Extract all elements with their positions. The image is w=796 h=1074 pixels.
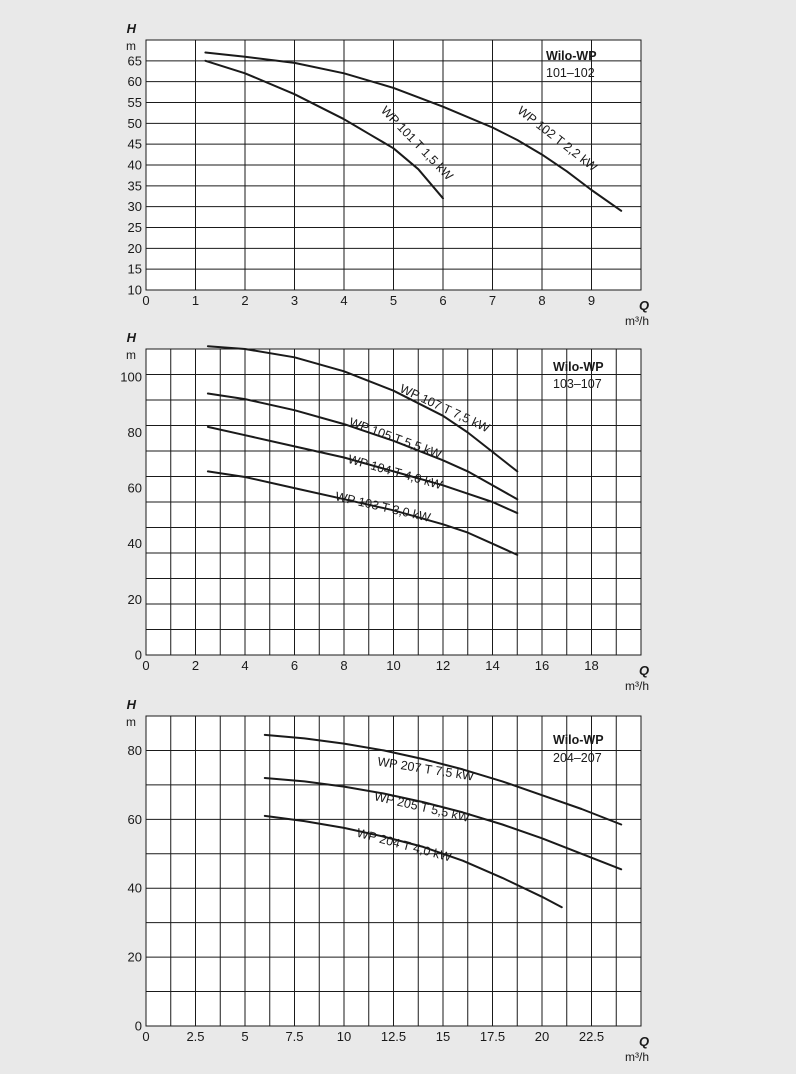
y-tick-label: 25 [127,220,142,235]
x-axis-unit: m³/h [625,314,649,328]
y-tick-label: 80 [127,424,142,440]
y-axis-label: H [126,330,136,345]
x-tick-label: 2.5 [186,1029,205,1044]
x-tick-label: 5 [241,1029,249,1044]
x-tick-label: 1 [191,293,200,308]
x-tick-label: 7 [488,293,497,308]
x-tick-label: 4 [241,658,249,673]
x-tick-label: 17.5 [479,1029,506,1044]
x-tick-label: 0 [142,658,150,673]
model-range-label: 103–107 [553,377,602,391]
x-tick-label: 7.5 [285,1029,304,1044]
x-tick-label: 20 [534,1029,550,1044]
y-tick-label: 15 [127,261,142,277]
x-tick-label: 6 [290,658,299,673]
y-axis-label: H [126,21,136,36]
curve-label: WP 205 T 5,5 kW [372,789,471,825]
y-tick-label: 20 [127,949,142,965]
curve-label: WP 103 T 3,0 kW [333,489,432,525]
y-tick-label: 35 [127,178,142,194]
y-axis-label: H [126,697,136,712]
y-axis-unit: m [126,39,136,53]
y-tick-label: 80 [127,742,142,758]
x-tick-label: 3 [290,293,299,308]
y-tick-label: 40 [127,880,142,896]
x-tick-label: 12 [435,658,451,673]
y-tick-label: 100 [120,369,142,385]
x-axis-unit: m³/h [625,679,649,693]
y-tick-label: 0 [134,647,142,663]
y-tick-label: 20 [127,240,142,256]
x-tick-label: 14 [485,658,500,673]
curve-label: WP 105 T 5,5 kW [347,415,444,462]
y-tick-label: 50 [127,115,142,131]
chart-panel-101-102 [126,21,649,328]
x-tick-label: 2 [241,293,249,308]
y-tick-label: 40 [127,536,142,552]
x-tick-label: 9 [587,293,596,308]
y-axis-unit: m [126,348,136,362]
curve-label: WP 107 T 7,5 kW [397,381,492,436]
y-tick-label: 20 [127,591,142,607]
x-axis-label: Q [639,663,650,678]
x-tick-label: 8 [538,293,546,308]
x-tick-label: 0 [142,293,150,308]
chart-panel-204-207 [126,697,649,1064]
y-axis-unit: m [126,715,136,729]
y-tick-label: 60 [127,480,142,496]
x-axis-label: Q [639,1034,650,1049]
series-brand-label: Wilo-WP [553,733,604,747]
x-tick-label: 22.5 [578,1029,605,1044]
x-axis-label: Q [639,298,650,313]
x-tick-label: 10 [336,1029,352,1044]
x-tick-label: 15 [435,1029,451,1044]
y-tick-label: 40 [127,157,142,173]
curve-label: WP 207 T 7,5 kW [376,754,475,784]
series-brand-label: Wilo-WP [546,49,597,63]
x-tick-label: 18 [584,658,599,673]
x-tick-label: 6 [439,293,447,308]
x-tick-label: 2 [191,658,200,673]
x-tick-label: 0 [142,1029,150,1044]
chart-panel-103-107 [120,330,649,693]
curve-label: WP 101 T 1,5 kW [378,103,456,184]
curve-label: WP 104 T 4,0 kW [346,452,444,493]
series-brand-label: Wilo-WP [553,360,604,374]
x-tick-label: 8 [340,658,348,673]
y-tick-label: 65 [127,53,142,69]
model-range-label: 101–102 [546,66,595,80]
y-tick-label: 30 [127,199,142,215]
x-tick-label: 16 [534,658,550,673]
curve-label: WP 204 T 4,0 kW [355,825,453,865]
x-tick-label: 12.5 [380,1029,407,1044]
y-tick-label: 0 [134,1018,142,1034]
y-tick-label: 60 [127,74,142,90]
y-tick-label: 55 [127,95,142,110]
x-tick-label: 5 [389,293,398,308]
model-range-label: 204–207 [553,751,602,765]
x-tick-label: 4 [340,293,348,308]
y-tick-label: 45 [127,136,142,152]
curve-label: WP 102 T 2,2 kW [514,103,601,175]
y-tick-label: 10 [127,282,142,298]
x-axis-unit: m³/h [625,1050,649,1064]
x-tick-label: 10 [386,658,401,673]
y-tick-label: 60 [127,811,142,827]
